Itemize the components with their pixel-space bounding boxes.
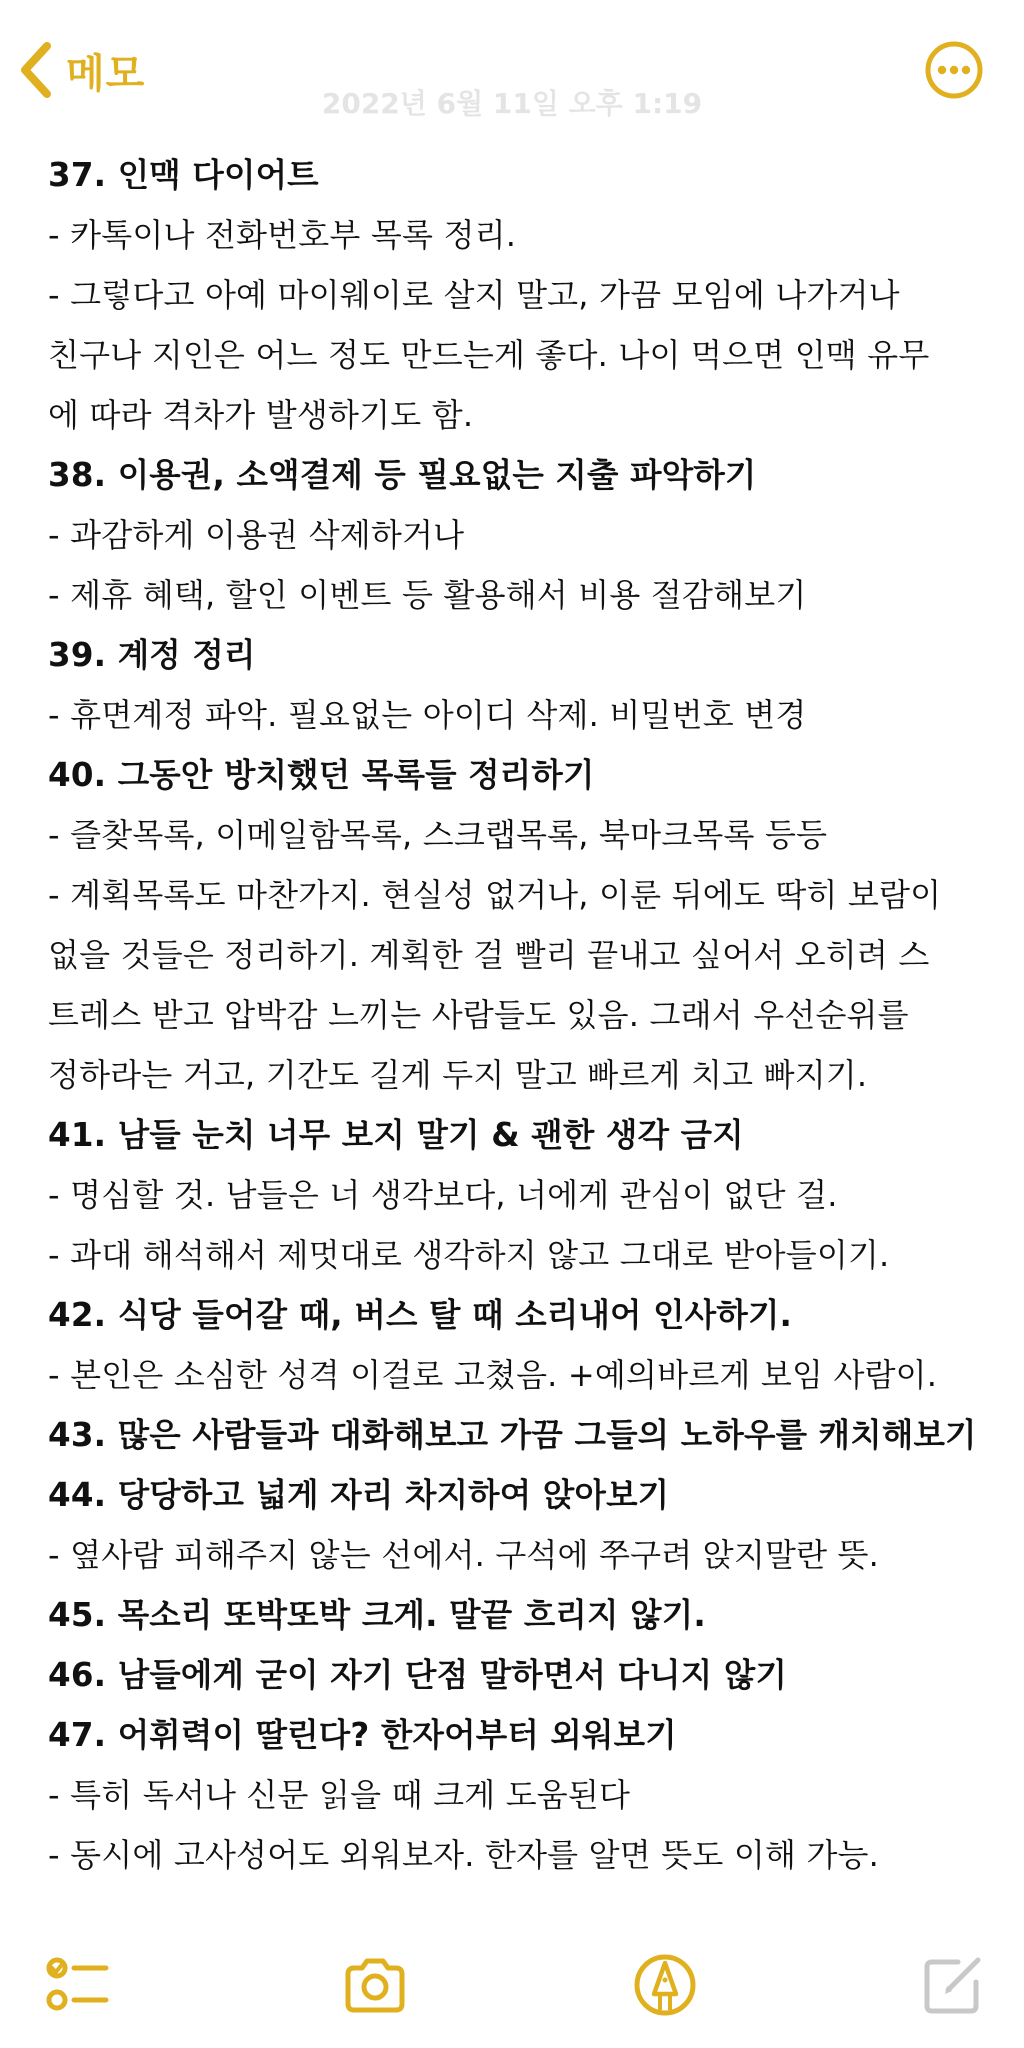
note-heading-line: 41. 남들 눈치 너무 보지 말기 & 괜한 생각 금지 [48,1116,744,1154]
pen-tip-circle-icon [630,1950,700,2020]
camera-button[interactable] [340,1950,410,2020]
note-text-line: - 그렇다고 아예 마이웨이로 살지 말고, 가끔 모임에 나가거나 [48,276,900,314]
markup-button[interactable] [630,1950,700,2020]
note-text-line: - 카톡이나 전화번호부 목록 정리. [48,216,517,254]
note-heading-line: 45. 목소리 또박또박 크게. 말끝 흐리지 않기. [48,1596,706,1634]
note-text-line: - 과감하게 이용권 삭제하거나 [48,516,465,554]
note-text-line: - 동시에 고사성어도 외워보자. 한자를 알면 뜻도 이해 가능. [48,1836,880,1874]
more-options-button[interactable] [924,40,984,100]
note-text-line: - 즐찾목록, 이메일함목록, 스크랩목록, 북마크목록 등등 [48,816,828,854]
note-text-line: 없을 것들은 정리하기. 계획한 걸 빨리 끝내고 싶어서 오히려 스 [48,936,930,974]
note-text-line: - 본인은 소심한 성격 이걸로 고쳤음. +예의바르게 보임 사람이. [48,1356,938,1394]
note-heading-line: 39. 계정 정리 [48,636,256,674]
note-heading-line: 46. 남들에게 굳이 자기 단점 말하면서 다니지 않기 [48,1656,788,1694]
note-text-line: - 과대 해석해서 제멋대로 생각하지 않고 그대로 받아들이기. [48,1236,890,1274]
compose-icon [918,1950,988,2020]
ellipsis-circle-icon [924,85,984,104]
note-heading-line: 42. 식당 들어갈 때, 버스 탈 때 소리내어 인사하기. [48,1296,793,1334]
note-date: 2022년 6월 11일 오후 1:19 [321,87,703,120]
note-heading-line: 37. 인맥 다이어트 [48,156,319,194]
checklist-button[interactable] [42,1950,112,2020]
note-heading-line: 38. 이용권, 소액결제 등 필요없는 지출 파악하기 [48,456,757,494]
note-heading-line: 47. 어휘력이 딸린다? 한자어부터 외워보기 [48,1716,677,1754]
note-heading-line: 44. 당당하고 넓게 자리 차지하여 앉아보기 [48,1476,670,1514]
note-text-line: - 계획목록도 마찬가지. 현실성 없거나, 이룬 뒤에도 딱히 보람이 [48,876,942,914]
note-text-line: - 특히 독서나 신문 읽을 때 크게 도움된다 [48,1776,631,1814]
checklist-icon [42,1950,112,2020]
note-text-line: - 명심할 것. 남들은 너 생각보다, 너에게 관심이 없단 걸. [48,1176,838,1214]
note-text-line: - 옆사람 피해주지 않는 선에서. 구석에 쭈구려 앉지말란 뜻. [48,1536,880,1574]
compose-button[interactable] [918,1950,988,2020]
note-text-line: - 휴면계정 파악. 필요없는 아이디 삭제. 비밀번호 변경 [48,696,807,734]
note-text-line: 정하라는 거고, 기간도 길게 두지 말고 빠르게 치고 빠지기. [48,1056,868,1094]
note-content[interactable] [48,145,1008,1885]
note-heading-line: 43. 많은 사람들과 대화해보고 가끔 그들의 노하우를 캐치해보기 [48,1416,977,1454]
camera-icon [340,1950,410,2020]
note-text-line: - 제휴 혜택, 할인 이벤트 등 활용해서 비용 절감해보기 [48,576,807,614]
note-text-line: 에 따라 격차가 발생하기도 함. [48,396,474,434]
back-label: 메모 [66,50,146,97]
note-text-line: 친구나 지인은 어느 정도 만드는게 좋다. 나이 먹으면 인맥 유무 [48,336,930,374]
note-heading-line: 40. 그동안 방치했던 목록들 정리하기 [48,756,595,794]
note-text-line: 트레스 받고 압박감 느끼는 사람들도 있음. 그래서 우선순위를 [48,996,909,1034]
navigation-bar [0,0,1024,140]
bottom-toolbar [0,1920,1024,2048]
